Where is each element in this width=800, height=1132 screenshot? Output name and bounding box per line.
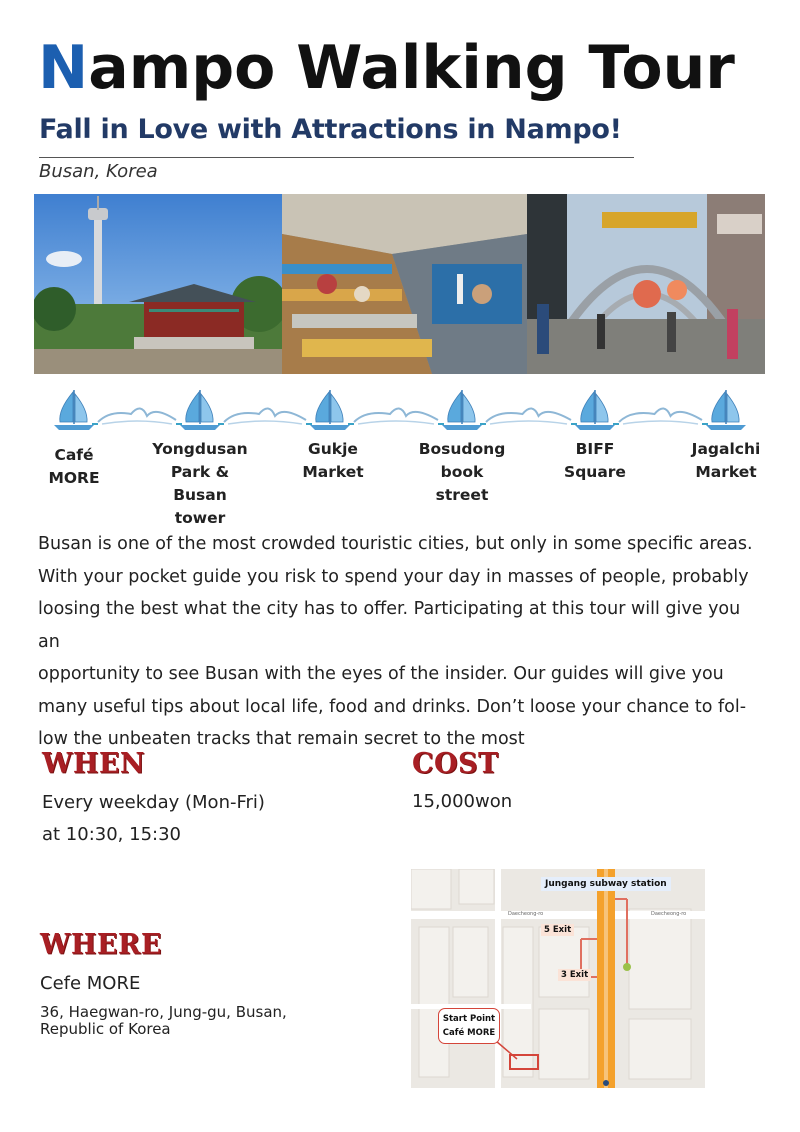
intro-paragraph — [38, 528, 763, 756]
stop-label-line: Gukje — [308, 440, 358, 458]
route-stop-label — [412, 438, 512, 507]
photo-fish-market — [282, 194, 527, 374]
stop-label-line: Jagalchi — [691, 440, 761, 458]
map-exit3-label: 3 Exit — [558, 969, 591, 981]
address-line: 36, Haegwan-ro, Jung-gu, Busan, — [40, 1003, 287, 1021]
stop-label-line: Market — [302, 463, 364, 481]
when-heading: WHEN — [42, 747, 146, 780]
where-heading: WHERE — [40, 928, 162, 961]
where-place: Cefe MORE — [40, 973, 141, 994]
cost-heading: COST — [412, 747, 499, 780]
intro-line: many useful tips about local life, food and drinks. Don’t loose your chance to fol- — [38, 696, 747, 717]
route-stop-label — [145, 438, 255, 530]
wave-icon — [480, 408, 577, 424]
stop-label-line: Market — [695, 463, 757, 481]
map-exit5-label: 5 Exit — [541, 924, 574, 936]
wave-icon — [613, 408, 708, 424]
stop-label-line: Yongdusan — [152, 440, 248, 458]
map-station-label: Jungang subway station — [541, 877, 671, 891]
stop-label-line: Bosudong — [418, 440, 506, 458]
location-text: Busan, Korea — [39, 161, 158, 182]
sailboat-icon — [180, 390, 220, 430]
intro-line: opportunity to see Busan with the eyes of the insider. Our guides will give you — [38, 664, 724, 684]
location-map[interactable] — [411, 869, 705, 1088]
stop-label-line: MORE — [48, 469, 100, 487]
photo-busan-tower — [34, 194, 282, 374]
map-start-point[interactable] — [438, 1008, 500, 1044]
route-graphic — [38, 388, 764, 434]
route-stop-label — [686, 438, 766, 484]
map-road-label: Daecheong-ro — [651, 911, 687, 917]
start-point-name: Café MORE — [442, 1028, 496, 1038]
sailboat-icon — [575, 390, 615, 430]
cost-value: 15,000won — [412, 791, 513, 812]
title-divider — [39, 157, 634, 158]
where-address — [40, 1004, 287, 1038]
stop-label-line: tower — [174, 509, 226, 527]
sailboat-icon — [54, 390, 94, 430]
page-subtitle: Fall in Love with Attractions in Nampo! — [39, 114, 622, 145]
wave-icon — [348, 408, 444, 424]
intro-line: low the unbeaten tracks that remain secret to the most — [38, 729, 525, 749]
route-stop-label — [298, 438, 368, 484]
sailboat-icon — [442, 390, 482, 430]
start-point-label: Start Point — [442, 1014, 496, 1024]
when-days: Every weekday (Mon-Fri) — [42, 792, 265, 813]
page-title: Nampo Walking Tour — [38, 33, 735, 103]
stop-label-line: book street — [435, 463, 489, 504]
photo-biff-square — [527, 194, 765, 374]
when-times: at 10:30, 15:30 — [42, 824, 181, 845]
wave-icon — [218, 408, 312, 424]
stop-label-line: Café — [54, 446, 94, 464]
stop-label-line: Park & Busan — [170, 463, 230, 504]
address-line: Republic of Korea — [40, 1020, 171, 1038]
photo-strip — [34, 194, 765, 374]
sailboat-icon — [706, 390, 746, 430]
map-road-label: Daecheong-ro — [508, 911, 544, 917]
intro-line: With your pocket guide you risk to spend your day in masses of people, probably — [38, 566, 749, 587]
intro-line: loosing the best what the city has to offer. Participating at this tour will give you an — [38, 599, 741, 652]
stop-label-line: Square — [564, 463, 626, 481]
route-stop-label — [560, 438, 630, 484]
sailboat-icon — [310, 390, 350, 430]
wave-icon — [92, 408, 182, 424]
stop-label-line: BIFF — [575, 440, 615, 458]
intro-line: Busan is one of the most crowded touristic cities, but only in some specific areas. — [38, 534, 753, 554]
route-stop-label — [44, 444, 104, 490]
